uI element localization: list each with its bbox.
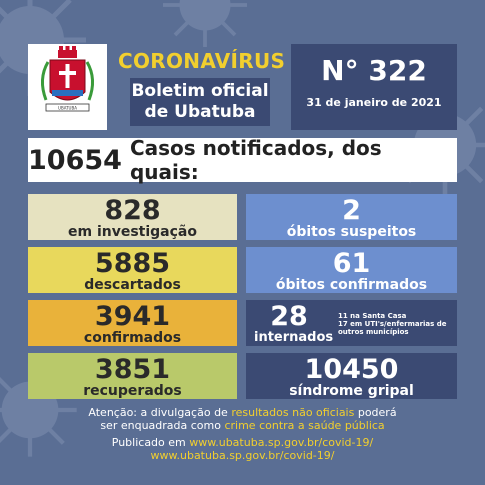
bulletin-number-panel	[291, 44, 457, 130]
stat-value: 3941	[94, 301, 171, 332]
stat-investigacao	[28, 194, 237, 240]
stat-label: óbitos confirmados	[275, 277, 428, 293]
stat-label: em investigação	[67, 224, 197, 240]
boletim-title	[130, 78, 270, 126]
footer-published	[0, 436, 485, 462]
stat-label: internados	[254, 330, 334, 345]
footer-text: Atenção: a divulgação de	[88, 406, 232, 419]
stat-label: recuperados	[83, 383, 182, 399]
footer-line	[0, 419, 485, 432]
cases-count: 10654	[28, 144, 122, 176]
footer-highlight: crime contra a saúde pública	[224, 419, 385, 432]
cases-text: Casos notificados, dos quais:	[129, 136, 382, 184]
stat-recuperados	[28, 353, 237, 399]
background-virus-icon	[160, 0, 250, 50]
note-line: outros municípios	[338, 328, 409, 336]
footer-highlight: resultados não oficiais	[231, 406, 355, 419]
footer-line	[0, 406, 485, 419]
logo-panel	[28, 44, 107, 130]
cases-notified-banner	[28, 138, 457, 182]
stat-value: 2	[342, 195, 361, 226]
bulletin-date: 31 de janeiro de 2021	[306, 96, 442, 109]
footer-link[interactable]: www.ubatuba.sp.gov.br/covid-19/	[189, 436, 374, 449]
stat-value: 28	[270, 301, 308, 332]
stat-obitos-confirmados	[246, 247, 457, 293]
internados-note	[338, 312, 454, 336]
stat-label: confirmados	[83, 330, 182, 346]
footer-text: Publicado em	[111, 436, 190, 449]
stat-sindrome-gripal	[246, 353, 457, 399]
note-line: 17 em UTI's/enfermarias de	[338, 320, 447, 328]
stat-internados	[246, 300, 457, 346]
coronavirus-title: CORONAVÍRUS	[118, 49, 286, 73]
stat-value: 3851	[94, 354, 171, 385]
boletim-line2: de Ubatuba	[144, 102, 256, 122]
stat-label: descartados	[84, 277, 181, 293]
stat-label: óbitos suspeitos	[286, 224, 417, 240]
stat-label: síndrome gripal	[289, 383, 414, 399]
stat-value: 5885	[94, 248, 171, 279]
footer-text: poderá	[354, 406, 397, 419]
stat-value: 61	[332, 248, 371, 279]
bulletin-number: N° 322	[321, 54, 427, 87]
stat-obitos-suspeitos	[246, 194, 457, 240]
boletim-line1: Boletim oficial	[131, 81, 269, 101]
stat-value: 10450	[304, 354, 399, 385]
note-line: 11 na Santa Casa	[338, 312, 407, 320]
footer-line	[0, 436, 485, 449]
header-title-panel	[118, 44, 286, 130]
footer-warning	[0, 406, 485, 432]
stat-descartados	[28, 247, 237, 293]
logo-motto: UBATUBA	[58, 105, 77, 111]
footer-text: ser enquadrada como	[100, 419, 225, 432]
stat-confirmados	[28, 300, 237, 346]
city-coat-of-arms-icon	[28, 44, 107, 130]
footer-line	[0, 449, 485, 462]
stat-value: 828	[104, 195, 161, 226]
footer-link[interactable]: www.ubatuba.sp.gov.br/covid-19/	[150, 449, 335, 462]
